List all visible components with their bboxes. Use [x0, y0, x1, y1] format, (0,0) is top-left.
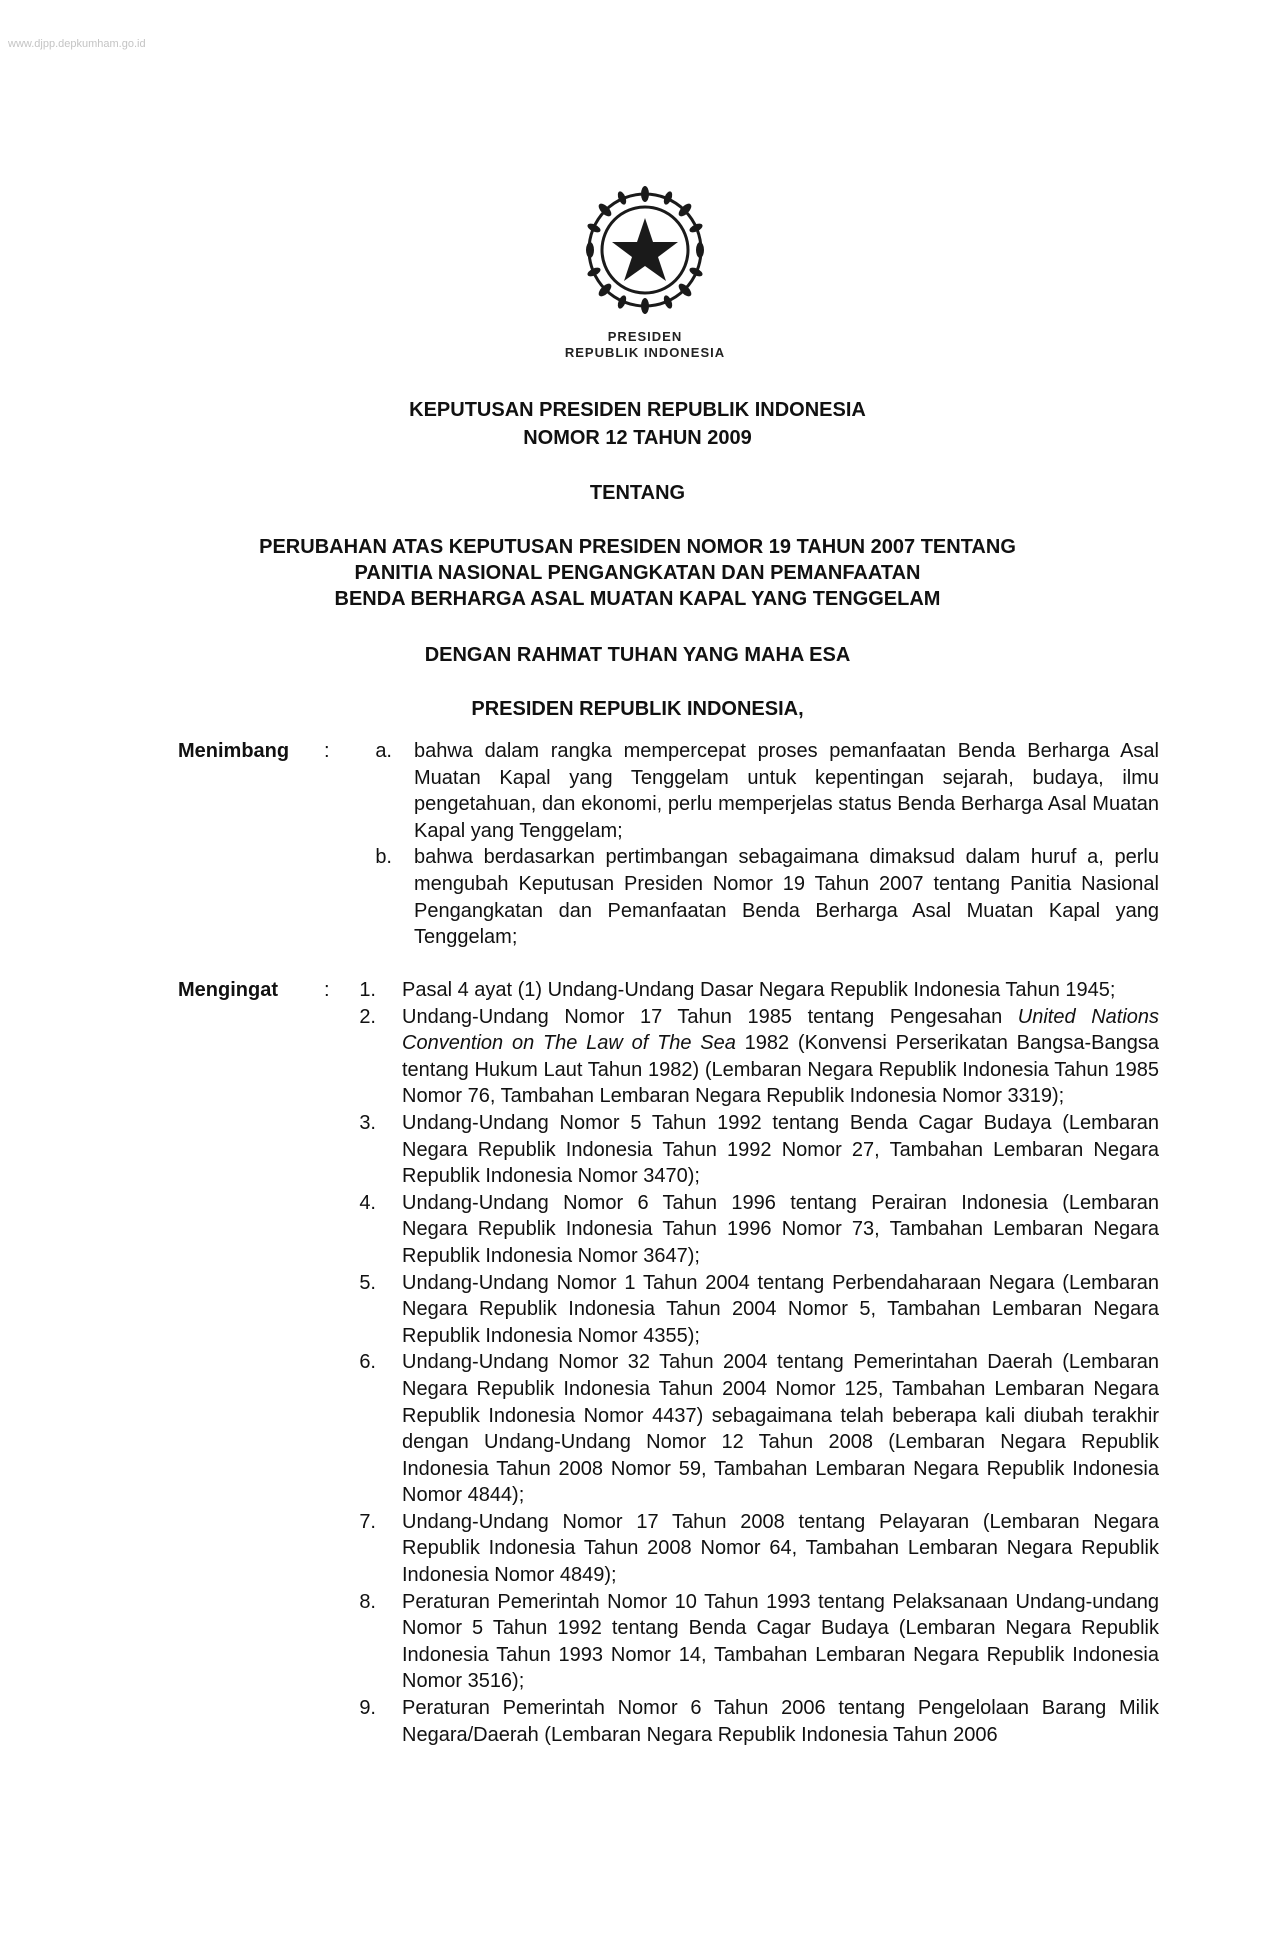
list-item	[0, 1004, 1275, 1110]
list-text: Pasal 4 ayat (1) Undang-Undang Dasar Negara Republik Indonesia Tahun 1945;	[402, 979, 1116, 1001]
menimbang-list	[0, 738, 1275, 951]
list-marker: 8.	[359, 1590, 376, 1613]
list-item	[0, 1695, 1275, 1748]
mengingat-colon: :	[324, 979, 330, 1001]
list-text: Peraturan Pemerintah Nomor 6 Tahun 2006 tentang Pengelolaan Barang Milik Negara/Daerah (Lembaran Negara Republik Indonesia Tahun 2006	[402, 1697, 1159, 1746]
title-tentang: TENTANG	[589, 482, 686, 504]
subject-line-1: PERUBAHAN ATAS KEPUTUSAN PRESIDEN NOMOR 19 TAHUN 2007 TENTANG	[259, 536, 1016, 558]
list-marker: 1.	[359, 979, 376, 1001]
list-marker: 4.	[359, 1191, 376, 1214]
subject-line-3: BENDA BERHARGA ASAL MUATAN KAPAL YANG TENGGELAM	[334, 588, 941, 610]
list-item	[0, 1509, 1275, 1589]
subject-line-2: PANITIA NASIONAL PENGANGKATAN DAN PEMANFAATAN	[354, 562, 921, 584]
list-item	[0, 738, 1275, 844]
list-text: Peraturan Pemerintah Nomor 10 Tahun 1993 tentang Pelaksanaan Undang-undang Nomor 5 Tahun 1992 tentang Benda Cagar Budaya (Lembaran Negara Republik Indonesia Tahun 1993 Nomor 14, Tambahan Lembaran Negara Republik Indonesia Nomor 3516);	[402, 1590, 1159, 1693]
list-text-post: 1982 (Konvensi Perserikatan Bangsa-Bangsa tentang Hukum Laut Tahun 1982) (Lembaran Negara Republik Indonesia Tahun 1985 Nomor 76, Tambahan Lembaran Negara Republik Indonesia Nomor 3319);	[402, 1032, 1159, 1108]
emblem-line-republik: REPUBLIK INDONESIA	[564, 345, 726, 360]
list-text: bahwa dalam rangka mempercepat proses pemanfaatan Benda Berharga Asal Muatan Kapal yang Tenggelam untuk kepentingan sejarah, budaya, ilmu pengetahuan, dan ekonomi, perlu memperjelas status Benda Berharga Asal Muatan Kapal yang Tenggelam;	[414, 740, 1159, 842]
list-marker: b.	[375, 846, 392, 869]
list-text: Undang-Undang Nomor 32 Tahun 2004 tentang Pemerintahan Daerah (Lembaran Negara Republik Indonesia Tahun 2004 Nomor 125, Tambahan Lembaran Negara Republik Indonesia Nomor 4437) sebagaimana telah beberapa kali diubah terakhir dengan Undang-Undang Nomor 12 Tahun 2008 (Lembaran Negara Republik Indonesia Tahun 2008 Nomor 59, Tambahan Lembaran Negara Republik Indonesia Nomor 4844);	[402, 1351, 1159, 1507]
list-text: Undang-Undang Nomor 6 Tahun 1996 tentang Perairan Indonesia (Lembaran Negara Republik Indonesia Tahun 1996 Nomor 73, Tambahan Lembaran Negara Republik Indonesia Nomor 3647);	[402, 1191, 1159, 1267]
list-text: Undang-Undang Nomor 1 Tahun 2004 tentang Perbendaharaan Negara (Lembaran Negara Republik Indonesia Tahun 2004 Nomor 5, Tambahan Lembaran Negara Republik Indonesia Nomor 4355);	[402, 1271, 1159, 1347]
title-keputusan: KEPUTUSAN PRESIDEN REPUBLIK INDONESIA	[409, 399, 866, 421]
emblem-line-presiden: PRESIDEN	[607, 329, 683, 344]
list-marker: 9.	[359, 1697, 376, 1720]
list-marker: 2.	[359, 1005, 376, 1028]
menimbang-label: Menimbang	[178, 740, 290, 762]
rahmat-line: DENGAN RAHMAT TUHAN YANG MAHA ESA	[424, 644, 851, 666]
title-nomor: NOMOR 12 TAHUN 2009	[523, 427, 752, 449]
list-item	[0, 1349, 1275, 1509]
list-marker: 5.	[359, 1271, 376, 1294]
presiden-line: PRESIDEN REPUBLIK INDONESIA,	[471, 698, 804, 720]
list-text: Undang-Undang Nomor 17 Tahun 2008 tentang Pelayaran (Lembaran Negara Republik Indonesia Tahun 2008 Nomor 64, Tambahan Lembaran Negara Republik Indonesia Nomor 4849);	[402, 1510, 1159, 1587]
list-item	[0, 1110, 1275, 1190]
list-item	[0, 1270, 1275, 1350]
watermark: www.djpp.depkumham.go.id	[8, 38, 146, 50]
list-text: Undang-Undang Nomor 5 Tahun 1992 tentang Benda Cagar Budaya (Lembaran Negara Republik Indonesia Tahun 1992 Nomor 27, Tambahan Lembaran Negara Republik Indonesia Nomor 3470);	[402, 1111, 1159, 1188]
list-text-italic: United Nations Convention on The Law of The Sea	[402, 1005, 1160, 1055]
list-text: bahwa berdasarkan pertimbangan sebagaimana dimaksud dalam huruf a, perlu mengubah Keputusan Presiden Nomor 19 Tahun 2007 tentang Panitia Nasional Pengangkatan dan Pemanfaatan Benda Berharga Asal Muatan Kapal yang Tenggelam;	[414, 846, 1159, 949]
list-marker: a.	[375, 740, 392, 762]
mengingat-label: Mengingat	[178, 979, 278, 1001]
list-text-pre: Undang-Undang Nomor 17 Tahun 1985 tentang Pengesahan	[402, 1005, 1018, 1028]
menimbang-colon: :	[324, 740, 330, 762]
mengingat-list	[0, 977, 1275, 1748]
list-marker: 3.	[359, 1111, 376, 1134]
list-marker: 6.	[359, 1351, 376, 1374]
list-item	[0, 1190, 1275, 1270]
list-text	[402, 1004, 1159, 1110]
list-item	[0, 977, 1275, 1004]
list-item	[0, 844, 1275, 950]
emblem-caption	[560, 329, 730, 361]
list-item	[0, 1589, 1275, 1695]
list-marker: 7.	[359, 1510, 376, 1533]
